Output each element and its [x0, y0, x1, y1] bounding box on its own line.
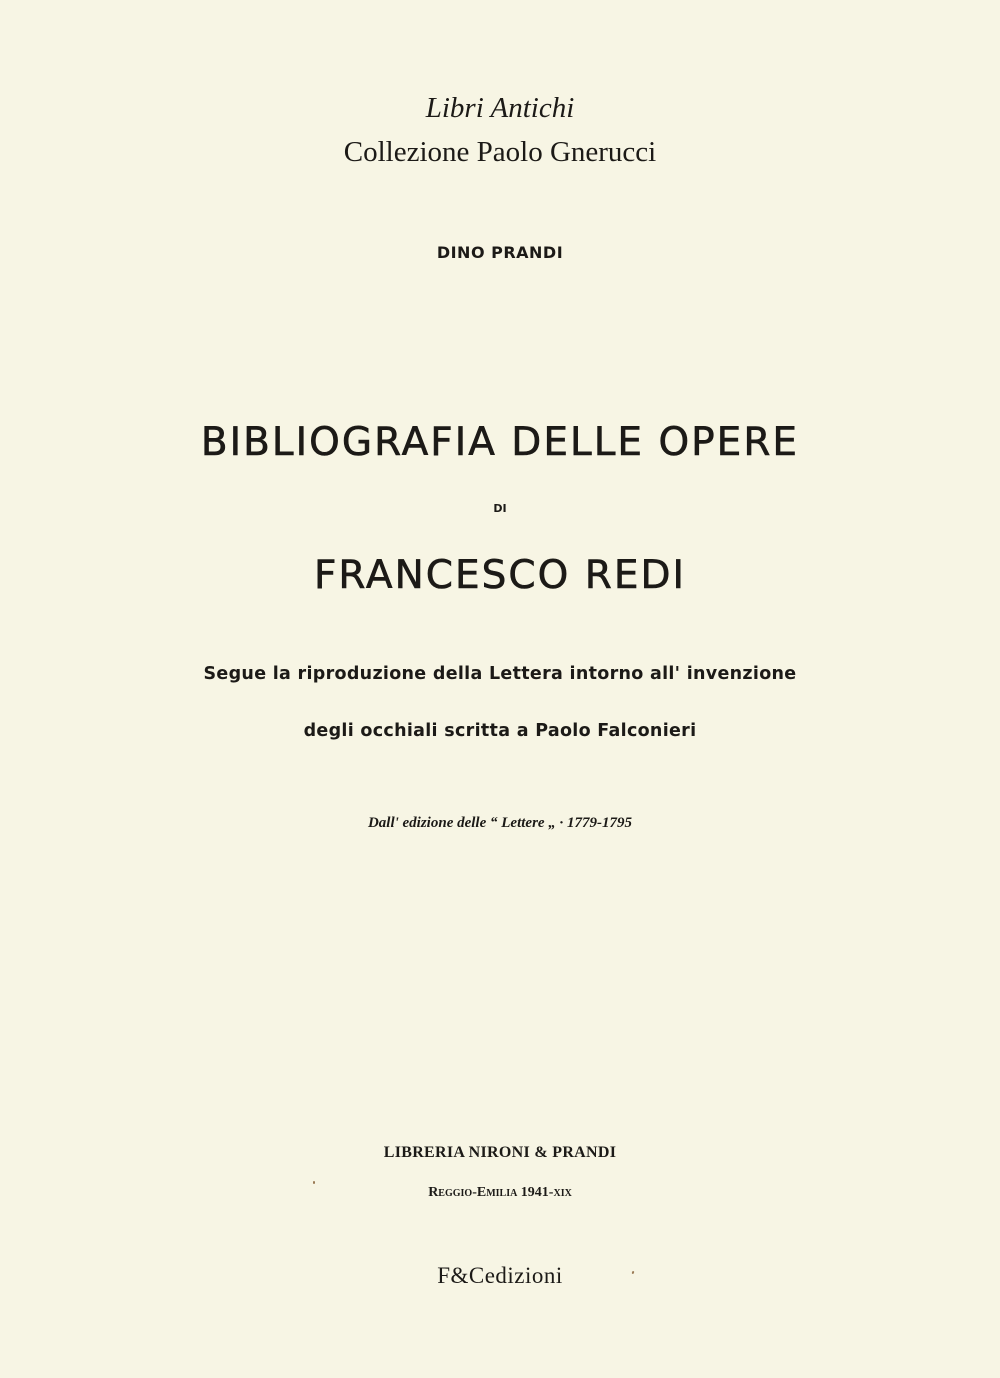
publisher-name: LIBRERIA NIRONI & PRANDI	[383, 1144, 617, 1161]
book-title: BIBLIOGRAFIA DELLE OPERE	[200, 420, 800, 465]
paper-speck	[313, 1181, 315, 1184]
title-connector: DI	[493, 502, 507, 515]
publisher-place-date: Reggio-Emilia 1941-xix	[428, 1185, 572, 1200]
author-name: DINO PRANDI	[436, 243, 564, 262]
series-title: Libri Antichi	[425, 92, 575, 124]
edition-note: Dall' edizione delle “ Lettere „ · 1779-1795	[367, 815, 633, 831]
imprint: F&Cedizioni	[437, 1263, 563, 1288]
description-line-2: degli occhiali scritta a Paolo Falconieri	[303, 721, 697, 741]
description-line-1: Segue la riproduzione della Lettera intorno all' invenzione	[203, 664, 797, 684]
collection-name: Collezione Paolo Gnerucci	[343, 136, 657, 168]
book-subject: FRANCESCO REDI	[313, 553, 687, 598]
